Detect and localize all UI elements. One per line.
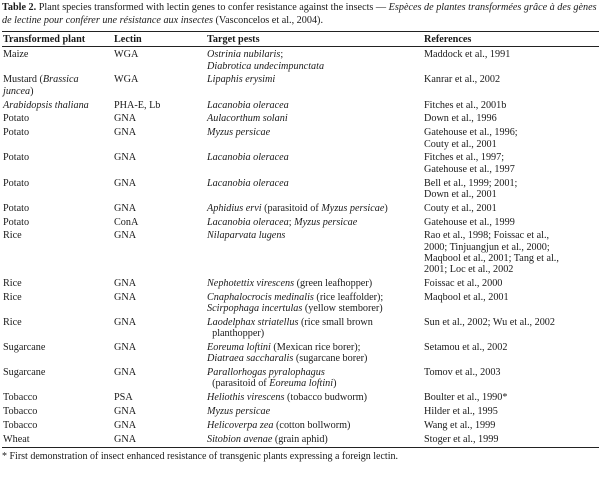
cell-transformed-plant (2, 125, 113, 150)
cell-references-line: Gatehouse et al., 1999 (424, 216, 515, 228)
species-name: Brassica (42, 74, 79, 86)
cell-references (423, 72, 599, 97)
cell-lectin (113, 72, 206, 97)
cell-references (423, 111, 599, 125)
cell-text: ) (30, 85, 34, 97)
cell-target-pests-line (207, 434, 423, 445)
cell-transformed-plant-line (3, 217, 113, 228)
cell-references (423, 289, 599, 314)
cell-text: Tobacco (3, 419, 38, 431)
cell-transformed-plant (2, 390, 113, 404)
species-name: Nilaparvata lugens (207, 230, 286, 242)
species-name: Cnaphalocrocis medinalis (207, 291, 314, 303)
cell-references (423, 364, 599, 389)
cell-target-pests (206, 417, 423, 431)
cell-transformed-plant (2, 150, 113, 175)
species-name: Myzus persicae (207, 127, 271, 139)
cell-lectin-line: GNA (114, 127, 137, 139)
cell-lectin-line: GNA (114, 152, 137, 164)
cell-transformed-plant (2, 364, 113, 389)
cell-target-pests-line (207, 74, 423, 85)
cell-target-pests (206, 275, 423, 289)
cell-target-pests-line (207, 100, 423, 111)
cell-transformed-plant-line (3, 74, 113, 85)
cell-transformed-plant (2, 339, 113, 364)
cell-references (423, 431, 599, 447)
cell-lectin-line: GNA (114, 113, 137, 125)
cell-target-pests-line (207, 392, 423, 403)
cell-references-line: Stoger et al., 1999 (424, 433, 499, 445)
cell-lectin (113, 314, 206, 339)
cell-references-line: Gatehouse et al., 1996; (424, 127, 518, 139)
cell-transformed-plant (2, 175, 113, 200)
table-row (2, 150, 599, 175)
cell-text: (grain aphid) (272, 433, 328, 445)
cell-text: planthopper) (207, 328, 265, 340)
cell-target-pests-line (207, 230, 423, 241)
cell-target-pests-line (207, 278, 423, 289)
cell-references-line: Couty et al., 2001 (424, 202, 497, 214)
cell-transformed-plant (2, 417, 113, 431)
cell-text: Mustard ( (3, 74, 43, 86)
cell-references-line: Sun et al., 2002; Wu et al., 2002 (424, 316, 555, 328)
cell-target-pests-line (207, 378, 423, 389)
cell-lectin-line: GNA (114, 406, 137, 418)
cell-target-pests (206, 314, 423, 339)
cell-text: Potato (3, 202, 30, 214)
cell-references (423, 275, 599, 289)
cell-transformed-plant-line (3, 292, 113, 303)
cell-transformed-plant-line (3, 100, 113, 111)
cell-transformed-plant-line (3, 367, 113, 378)
cell-transformed-plant-line (3, 434, 113, 445)
cell-target-pests (206, 289, 423, 314)
cell-target-pests-line (207, 61, 423, 72)
cell-lectin-line: GNA (114, 342, 137, 353)
cell-target-pests-line (207, 127, 423, 138)
species-name: juncea (3, 85, 31, 97)
species-name: Scirpophaga incertulas (207, 303, 303, 315)
cell-lectin (113, 200, 206, 214)
cell-text: Tobacco (3, 406, 38, 418)
table-body (2, 47, 599, 448)
cell-references (423, 403, 599, 417)
cell-references (423, 47, 599, 72)
cell-target-pests (206, 339, 423, 364)
cell-lectin (113, 97, 206, 111)
cell-lectin-line: GNA (114, 419, 137, 431)
cell-text: Rice (3, 230, 22, 242)
table-row (2, 403, 599, 417)
cell-target-pests-line (207, 292, 423, 303)
cell-lectin (113, 228, 206, 276)
caption-english: Plant species transformed with lectin genes to confer resistance against the insects — (38, 2, 387, 13)
cell-text: Sugarcane (3, 342, 46, 353)
species-name: Sitobion avenae (207, 433, 273, 445)
species-name: Lipaphis erysimi (207, 74, 276, 86)
cell-references (423, 228, 599, 276)
cell-lectin (113, 125, 206, 150)
table-row (2, 111, 599, 125)
cell-transformed-plant-line (3, 86, 113, 97)
cell-text: (parasitoid of (261, 202, 322, 214)
cell-lectin-line: GNA (114, 230, 137, 242)
cell-references (423, 214, 599, 228)
cell-transformed-plant-line (3, 203, 113, 214)
cell-lectin-line: GNA (114, 177, 137, 189)
cell-target-pests (206, 150, 423, 175)
table-row (2, 431, 599, 447)
cell-text: (parasitoid of (207, 378, 270, 390)
cell-text: (tobacco budworm) (284, 392, 368, 404)
cell-lectin (113, 214, 206, 228)
cell-references-line: Foissac et al., 2000 (424, 277, 503, 289)
cell-text: Potato (3, 152, 30, 164)
cell-target-pests-line (207, 353, 423, 364)
table-header (2, 32, 599, 47)
cell-transformed-plant-line (3, 113, 113, 124)
cell-target-pests (206, 111, 423, 125)
cell-lectin (113, 364, 206, 389)
cell-references-line: Maddock et al., 1991 (424, 49, 511, 61)
cell-target-pests (206, 47, 423, 72)
cell-target-pests (206, 364, 423, 389)
species-name: Lacanobia oleracea (207, 177, 289, 189)
cell-lectin (113, 390, 206, 404)
species-name: Aphidius ervi (207, 202, 262, 214)
cell-transformed-plant (2, 275, 113, 289)
cell-transformed-plant-line (3, 178, 113, 189)
cell-references-line: Rao et al., 1998; Foissac et al., (424, 230, 550, 242)
cell-transformed-plant (2, 72, 113, 97)
cell-text: ; (280, 49, 284, 61)
species-name: Eoreuma loftini (269, 378, 334, 390)
table-footnote: * First demonstration of insect enhanced resistance of transgenic plants expressing a foreign lectin. (2, 451, 398, 463)
cell-text: Potato (3, 216, 30, 228)
cell-text: Rice (3, 277, 22, 289)
species-name: Lacanobia oleracea (207, 152, 289, 164)
cell-text: Potato (3, 127, 30, 139)
cell-text: (green leafhopper) (294, 277, 373, 289)
cell-text: Potato (3, 113, 30, 125)
cell-transformed-plant (2, 111, 113, 125)
cell-text: (cotton bollworm) (273, 419, 351, 431)
cell-target-pests (206, 214, 423, 228)
cell-text: Maize (3, 49, 29, 61)
cell-references (423, 125, 599, 150)
cell-references-line: Fitches et al., 2001b (424, 99, 507, 111)
caption-french-2: grâce à des gènes de lectine pour conférer une résistance aux insectes (2, 2, 597, 26)
cell-transformed-plant (2, 214, 113, 228)
table-row (2, 364, 599, 389)
cell-lectin-line: GNA (114, 202, 137, 214)
cell-lectin (113, 47, 206, 72)
cell-transformed-plant (2, 200, 113, 214)
cell-transformed-plant-line (3, 127, 113, 138)
table-caption (2, 2, 599, 27)
cell-text: ) (384, 202, 388, 214)
cell-target-pests (206, 228, 423, 276)
cell-transformed-plant (2, 403, 113, 417)
cell-target-pests-line (207, 303, 423, 314)
cell-text: Rice (3, 291, 22, 303)
cell-references (423, 339, 599, 364)
cell-target-pests-line (207, 317, 423, 328)
cell-references-line: Bell et al., 1999; 2001; (424, 177, 518, 189)
cell-references (423, 150, 599, 175)
cell-lectin-line: GNA (114, 291, 137, 303)
cell-lectin (113, 403, 206, 417)
cell-references-line: Fitches et al., 1997; (424, 152, 505, 164)
cell-lectin (113, 175, 206, 200)
cell-references-line: 2000; Tinjuangjun et al., 2000; (424, 241, 550, 253)
cell-lectin (113, 289, 206, 314)
cell-text: (Mexican rice borer); (270, 342, 361, 353)
cell-text: (sugarcane borer) (293, 353, 368, 365)
cell-target-pests (206, 125, 423, 150)
cell-references (423, 175, 599, 200)
table-row (2, 314, 599, 339)
table-row (2, 417, 599, 431)
table-row (2, 275, 599, 289)
cell-target-pests (206, 175, 423, 200)
cell-text: ; (288, 216, 295, 228)
cell-text: Wheat (3, 433, 30, 445)
species-name: Parallorhogas pyralophagus (207, 367, 325, 379)
cell-text: Sugarcane (3, 367, 46, 379)
cell-text: (yellow stemborer) (302, 303, 383, 315)
table-row (2, 200, 599, 214)
caption-source: (Vasconcelos et al., 2004). (215, 14, 323, 26)
cell-transformed-plant-line (3, 49, 113, 60)
species-name: Diatraea saccharalis (207, 353, 294, 365)
header-target-pests: Target pests (207, 34, 260, 46)
cell-transformed-plant-line (3, 392, 113, 403)
table-row (2, 339, 599, 364)
table-row (2, 214, 599, 228)
species-name: Heliothis virescens (207, 392, 285, 404)
cell-lectin-line: PHA-E, Lb (114, 99, 161, 111)
cell-references-line: Tomov et al., 2003 (424, 367, 501, 379)
table-row (2, 175, 599, 200)
cell-references-line: Wang et al., 1999 (424, 419, 496, 431)
cell-transformed-plant-line (3, 420, 113, 431)
cell-lectin-line: WGA (114, 49, 139, 61)
cell-lectin (113, 417, 206, 431)
cell-target-pests-line (207, 203, 423, 214)
cell-lectin-line: GNA (114, 316, 137, 328)
species-name: Lacanobia oleracea (207, 99, 289, 111)
caption-label: Table 2. (2, 2, 37, 13)
species-name: Myzus persicae (294, 216, 358, 228)
header-row (2, 32, 599, 47)
cell-lectin (113, 150, 206, 175)
cell-references-line: Maqbool et al., 2001 (424, 291, 509, 303)
cell-target-pests-line (207, 420, 423, 431)
cell-target-pests (206, 97, 423, 111)
cell-references-line: Kanrar et al., 2002 (424, 74, 501, 86)
cell-lectin-line: PSA (114, 392, 133, 404)
cell-transformed-plant (2, 228, 113, 276)
species-name: Myzus persicae (321, 202, 385, 214)
table-row (2, 72, 599, 97)
cell-target-pests-line (207, 217, 423, 228)
cell-transformed-plant-line (3, 152, 113, 163)
cell-target-pests (206, 390, 423, 404)
species-name: Ostrinia nubilaris (207, 49, 281, 61)
cell-target-pests-line (207, 328, 423, 339)
species-name: Helicoverpa zea (207, 419, 274, 431)
cell-text: Potato (3, 177, 30, 189)
cell-references-line: Hilder et al., 1995 (424, 406, 498, 418)
cell-target-pests-line (207, 152, 423, 163)
cell-references (423, 200, 599, 214)
header-references: References (424, 34, 472, 46)
cell-references-line: Setamou et al., 2002 (424, 342, 508, 353)
table-row (2, 228, 599, 276)
cell-transformed-plant (2, 314, 113, 339)
species-name: Arabidopsis thaliana (3, 99, 89, 111)
species-name: Laodelphax striatellus (207, 316, 299, 328)
cell-references (423, 417, 599, 431)
cell-target-pests (206, 72, 423, 97)
cell-references-line: Maqbool et al., 2001; Tang et al., (424, 252, 559, 264)
cell-transformed-plant (2, 289, 113, 314)
cell-transformed-plant-line (3, 317, 113, 328)
cell-lectin (113, 275, 206, 289)
cell-text: ) (333, 378, 337, 390)
table-row (2, 289, 599, 314)
cell-references (423, 97, 599, 111)
caption-french-1: Espèces de plantes transformées (388, 2, 522, 13)
species-name: Lacanobia oleracea (207, 216, 289, 228)
lectin-table (2, 31, 599, 448)
cell-target-pests-line (207, 49, 423, 60)
cell-lectin-line: ConA (114, 216, 139, 228)
cell-text: Tobacco (3, 392, 38, 404)
cell-lectin (113, 431, 206, 447)
cell-transformed-plant-line (3, 278, 113, 289)
cell-transformed-plant (2, 47, 113, 72)
cell-references-line: Couty et al., 2001 (424, 138, 497, 150)
cell-lectin-line: GNA (114, 277, 137, 289)
cell-lectin-line: WGA (114, 74, 139, 86)
cell-references-line: Down et al., 2001 (424, 188, 497, 200)
cell-transformed-plant-line (3, 342, 113, 353)
table-row (2, 47, 599, 72)
cell-references (423, 390, 599, 404)
cell-transformed-plant (2, 97, 113, 111)
cell-transformed-plant-line (3, 406, 113, 417)
header-transformed-plant: Transformed plant (3, 34, 86, 46)
cell-target-pests-line (207, 113, 423, 124)
cell-target-pests (206, 200, 423, 214)
cell-target-pests-line (207, 342, 423, 353)
cell-lectin (113, 111, 206, 125)
cell-references-line: Boulter et al., 1990* (424, 392, 508, 404)
table-row (2, 97, 599, 111)
species-name: Eoreuma loftini (207, 342, 271, 353)
cell-text: Rice (3, 316, 22, 328)
header-lectin: Lectin (114, 34, 142, 46)
cell-references-line: Down et al., 1996 (424, 113, 497, 125)
cell-references-line: Gatehouse et al., 1997 (424, 163, 515, 175)
cell-lectin (113, 339, 206, 364)
species-name: Myzus persicae (207, 406, 271, 418)
cell-references-line: 2001; Loc et al., 2002 (424, 264, 514, 276)
cell-target-pests-line (207, 178, 423, 189)
cell-transformed-plant (2, 431, 113, 447)
cell-text: (rice small brown (298, 316, 373, 328)
cell-target-pests-line (207, 367, 423, 378)
species-name: Nephotettix virescens (207, 277, 295, 289)
cell-target-pests (206, 431, 423, 447)
cell-target-pests-line (207, 406, 423, 417)
table-row (2, 125, 599, 150)
cell-lectin-line: GNA (114, 367, 137, 379)
cell-transformed-plant-line (3, 230, 113, 241)
species-name: Diabrotica undecimpunctata (207, 60, 325, 72)
cell-references (423, 314, 599, 339)
cell-lectin-line: GNA (114, 433, 137, 445)
table-row (2, 390, 599, 404)
cell-target-pests (206, 403, 423, 417)
species-name: Aulacorthum solani (207, 113, 288, 125)
cell-text: (rice leaffolder); (313, 291, 384, 303)
